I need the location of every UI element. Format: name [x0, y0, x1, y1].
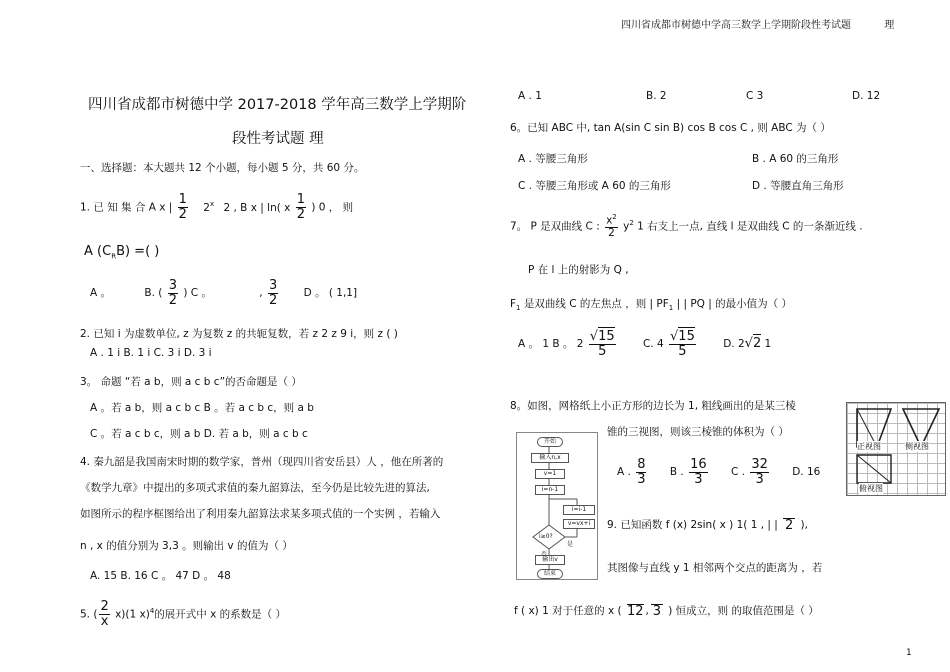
- question-7-line2: P 在 l 上的射影为 Q ,: [528, 264, 629, 276]
- flowchart-end: 结束: [537, 569, 563, 579]
- question-7: 7。 P 是双曲线 C : $\frac{x^2}{2}$ $y^2$ 1 右支上一点, 直线 l 是双曲线 C 的一条渐近线 .: [510, 213, 863, 239]
- question-1: 1. 已 知 集 合 A x | $\frac{1}{2}$ 2$^x$ 2 , B x | ln( x $\frac{1}{2}$ ) 0 ， 则: [80, 192, 354, 222]
- question-4-line2: 《数学九章》中提出的多项式求值的秦九韶算法，至今仍是比较先进的算法,: [80, 482, 430, 494]
- flowchart-v-update: v=vx+i: [563, 519, 595, 529]
- question-9-line2: 其图像与直线 y 1 相邻两个交点的距离为 ，若: [607, 562, 823, 574]
- question-8-line1: 8。如图，网格纸上小正方形的边长为 1, 粗线画出的是某三棱: [510, 400, 796, 412]
- flowchart-i-init: i=n-1: [535, 485, 565, 495]
- question-6-option-a: A . 等腰三角形: [518, 153, 588, 165]
- running-header: [621, 16, 894, 31]
- question-6-option-b: B . A 60 的三角形: [752, 153, 839, 165]
- question-3: 3。 命题 “若 a b，则 a c b c”的否命题是（ ）: [80, 376, 302, 388]
- flowchart-v-init: v=1: [535, 469, 565, 479]
- header-title: 四川省成都市树德中学高三数学上学期阶段性考试题: [621, 20, 851, 31]
- front-view-label: 正视图: [857, 442, 881, 451]
- question-4-line3: 如图所示的程序框图给出了利用秦九韶算法求某多项式值的一个实例 ，若输入: [80, 508, 441, 520]
- question-2: 2. 已知 i 为虚数单位, z 为复数 z 的共轭复数，若 z 2 z 9 i，则 z ( ): [80, 328, 398, 340]
- question-7-line3: $F_1$ 是双曲线 C 的左焦点 ，则 | $PF_1$ | | PQ | 的最小值为（ ）: [510, 298, 793, 313]
- question-8-options: A . $\frac{8}{3}$ B . $\frac{16}{3}$ C . $\frac{32}{3}$ D. 16: [617, 456, 821, 487]
- question-9: 9. 已知函数 f (x) 2sin( x ) 1( 1 , | | 2 ),: [607, 517, 808, 533]
- question-6-option-c: C . 等腰三角形或 A 60 的三角形: [518, 180, 671, 192]
- flowchart-start: 开始: [537, 437, 563, 447]
- flowchart-input: 输入n,x: [531, 453, 569, 463]
- question-8-line2: 锥的三视图，则该三棱锥的体积为（ ）: [607, 426, 789, 438]
- flowchart-condition: i≥0?: [539, 533, 553, 540]
- question-3-options-cd: C 。若 a c b c，则 a b D. 若 a b，则 a c b c: [90, 428, 308, 440]
- question-1-options: A 。 B. ( $\frac{3}{2}$ ) C 。 , $\frac{3}{2}$ D 。 ( 1,1]: [90, 277, 358, 308]
- page-number: 1: [906, 648, 912, 658]
- question-5-options: A . 1 B. 2 C 3 D. 12: [518, 90, 881, 102]
- question-4-line1: 4. 秦九韶是我国南宋时期的数学家，普州（现四川省安岳县）人 ，他在所著的: [80, 456, 444, 468]
- flowchart-figure: [516, 432, 598, 580]
- question-3-options-ab: A 。若 a b，则 a c b c B 。若 a c b c，则 a b: [90, 402, 314, 414]
- question-7-options: A 。 1 B 。 2 $\frac{√15}{5}$ C. 4 $\frac{√15}{5}$ D. 2√2 1: [518, 328, 772, 359]
- doc-title-line2: 段性考试题 理: [232, 131, 324, 147]
- header-suffix: 理: [884, 20, 895, 31]
- side-view-label: 侧视图: [905, 442, 929, 451]
- question-5: 5. ( $\frac{2}{x}$ x)(1 x)$^4$的展开式中 x 的系数是（ ）: [80, 599, 287, 629]
- question-4-line4: n , x 的值分别为 3,3 。则输出 v 的值为（ ）: [80, 540, 293, 552]
- question-1-expr: A $(C_RB)$ =( ): [84, 244, 160, 261]
- top-view-label: 俯视图: [859, 484, 883, 493]
- question-6: 6。已知 ABC 中, tan A(sin C sin B) cos B cos C , 则 ABC 为（ ）: [510, 122, 831, 134]
- flowchart-i-dec: i=i-1: [563, 505, 595, 515]
- flowchart-output: 输出v: [535, 555, 565, 565]
- question-9-line3: f ( x) 1 对于任意的 x ( 12 , 3 ) 恒成立，则 的取值范围是（ ）: [514, 603, 819, 619]
- doc-title-line1: 四川省成都市树德中学 2017-2018 学年高三数学上学期阶: [88, 97, 467, 113]
- question-6-option-d: D . 等腰直角三角形: [752, 180, 844, 192]
- section-heading: 一、选择题：本大题共 12 个小题，每小题 5 分，共 60 分。: [80, 162, 365, 174]
- question-4-options: A. 15 B. 16 C 。 47 D 。 48: [90, 570, 231, 582]
- question-2-options: A . 1 i B. 1 i C. 3 i D. 3 i: [90, 347, 212, 359]
- three-view-figure: [846, 402, 946, 496]
- flowchart-yes: 是: [567, 541, 574, 548]
